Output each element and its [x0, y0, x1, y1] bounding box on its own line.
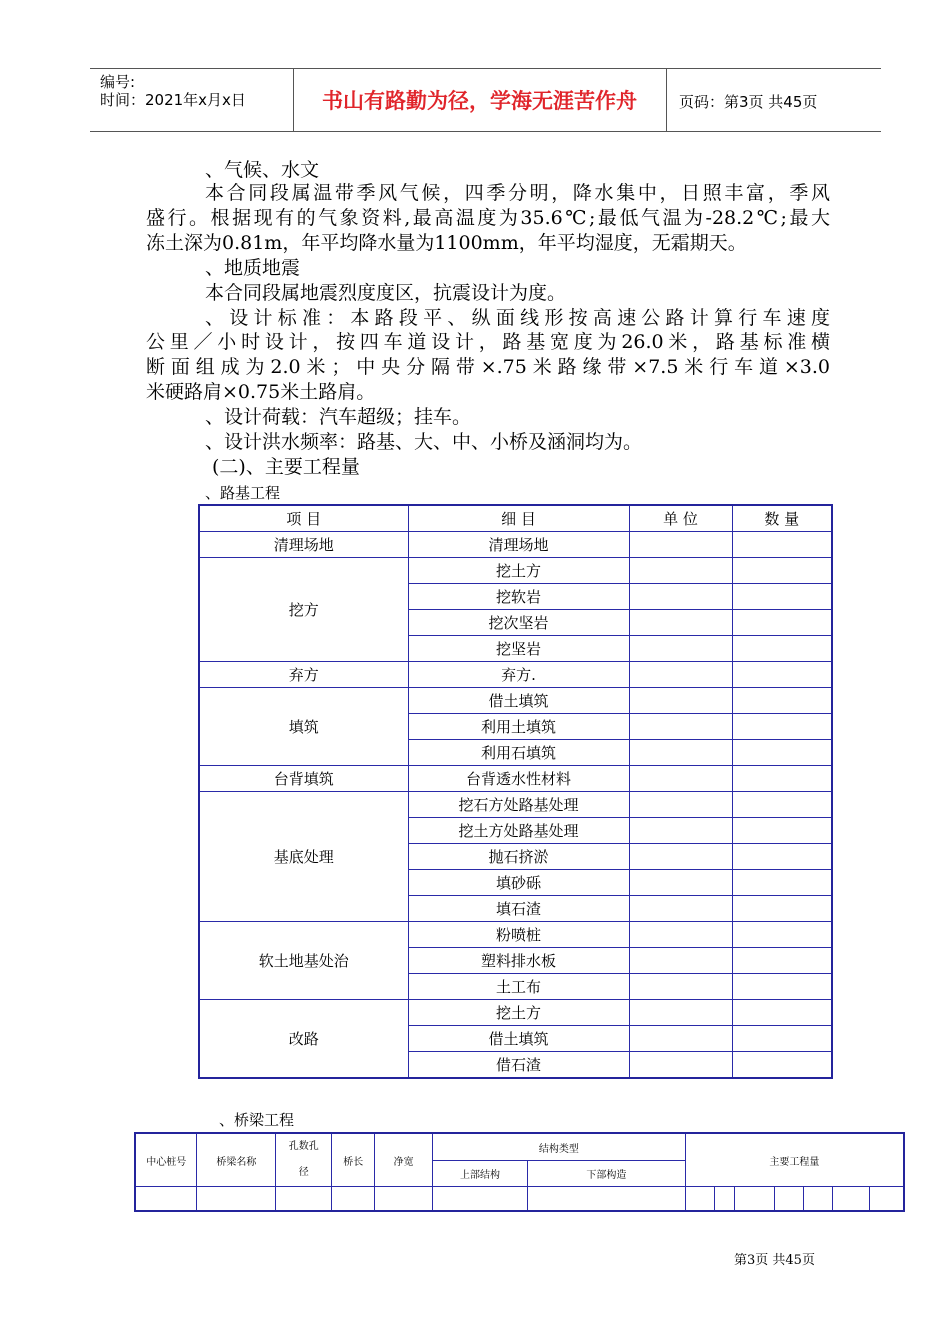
header-quantity: 数 量 [732, 505, 832, 532]
road-detail-cell: 利用土填筑 [408, 714, 629, 740]
road-item-cell: 弃方 [199, 662, 408, 688]
road-unit-cell [629, 792, 732, 818]
quantities-header: 主要工程量 [685, 1133, 904, 1187]
road-item-cell: 基底处理 [199, 792, 408, 922]
road-unit-cell [629, 558, 732, 584]
road-quantity-cell [732, 636, 832, 662]
road-detail-cell: 塑料排水板 [408, 948, 629, 974]
road-quantity-cell [732, 1026, 832, 1052]
road-quantity-cell [732, 870, 832, 896]
section-2-heading: (二)、主要工程量 [212, 456, 360, 478]
bridge-cell [433, 1187, 528, 1211]
road-quantity-cell [732, 584, 832, 610]
climate-paragraph-line-1: 本合同段属温带季风气候，四季分明，降水集中，日照丰富，季风 [205, 182, 830, 204]
climate-paragraph-line-2: 盛行。根据现有的气象资料,最高温度为35.6℃;最低气温为-28.2℃;最大 [146, 207, 830, 229]
road-works-caption: 、路基工程 [205, 484, 281, 502]
road-unit-cell [629, 1026, 732, 1052]
road-unit-cell [629, 584, 732, 610]
road-quantity-cell [732, 1000, 832, 1026]
road-detail-cell: 填石渣 [408, 896, 629, 922]
road-unit-cell [629, 922, 732, 948]
road-quantity-cell [732, 948, 832, 974]
structure-type-header: 结构类型 [433, 1133, 686, 1161]
road-unit-cell [629, 818, 732, 844]
page-header [90, 68, 881, 132]
bridge-cell [135, 1187, 197, 1211]
road-quantity-cell [732, 896, 832, 922]
span-header-line-1: 孔数孔 [288, 1141, 319, 1152]
header-motto: 书山有路勤为径，学海无涯苦作舟 [322, 89, 637, 113]
road-detail-cell: 挖坚岩 [408, 636, 629, 662]
design-load: 、设计荷载：汽车超级；挂车。 [205, 406, 472, 428]
road-detail-cell: 清理场地 [408, 532, 629, 558]
road-works-table [198, 504, 833, 1079]
road-quantity-cell [732, 792, 832, 818]
road-quantity-cell [732, 844, 832, 870]
road-unit-cell [629, 1000, 732, 1026]
road-quantity-cell [732, 558, 832, 584]
road-table-row [199, 558, 832, 584]
road-detail-cell: 土工布 [408, 974, 629, 1000]
road-table-row [199, 792, 832, 818]
header-page-label: 页码：第3页 共45页 [679, 93, 818, 111]
road-unit-cell [629, 948, 732, 974]
bridge-works-caption: 、桥梁工程 [219, 1111, 295, 1129]
road-table-row [199, 688, 832, 714]
design-flood: 、设计洪水频率：路基、大、中、小桥及涵洞均为。 [205, 431, 643, 453]
road-unit-cell [629, 896, 732, 922]
header-motto-cell [293, 69, 667, 131]
standard-line-1: 、设计标准：本路段平、纵面线形按高速公路计算行车速度 [205, 307, 830, 329]
span-header [276, 1133, 332, 1187]
bridge-header-row-1 [135, 1133, 904, 1161]
bridge-length-header: 桥长 [332, 1133, 375, 1187]
standard-line-4: 米硬路肩×0.75米土路肩。 [146, 381, 376, 403]
road-unit-cell [629, 1052, 732, 1079]
road-table-row [199, 766, 832, 792]
header-meta-cell [90, 69, 294, 131]
road-unit-cell [629, 974, 732, 1000]
climate-paragraph-line-3: 冻土深为0.81m，年平均降水量为1100mm，年平均湿度，无霜期天。 [146, 232, 747, 254]
bridge-cell [734, 1187, 774, 1211]
road-unit-cell [629, 766, 732, 792]
road-table-row [199, 662, 832, 688]
road-item-cell: 填筑 [199, 688, 408, 766]
road-item-cell: 改路 [199, 1000, 408, 1079]
bridge-quantity-subrow [135, 1187, 904, 1211]
road-detail-cell: 挖次坚岩 [408, 610, 629, 636]
road-unit-cell [629, 636, 732, 662]
road-detail-cell: 填砂砾 [408, 870, 629, 896]
span-header-line-2: 径 [298, 1167, 309, 1178]
road-quantity-cell [732, 610, 832, 636]
clear-width-header: 净宽 [375, 1133, 433, 1187]
geology-paragraph: 本合同段属地震烈度度区，抗震设计为度。 [205, 282, 567, 304]
bridge-cell [870, 1187, 904, 1211]
road-table-body [199, 505, 832, 1078]
road-quantity-cell [732, 532, 832, 558]
road-unit-cell [629, 610, 732, 636]
bridge-cell [774, 1187, 803, 1211]
bridge-cell [803, 1187, 832, 1211]
bridge-cell [197, 1187, 276, 1211]
road-unit-cell [629, 662, 732, 688]
bridge-works-table [134, 1132, 905, 1212]
road-unit-cell [629, 870, 732, 896]
road-quantity-cell [732, 714, 832, 740]
road-quantity-cell [732, 974, 832, 1000]
doc-time-label: 时间：2021年x月x日 [100, 91, 246, 109]
road-detail-cell: 借石渣 [408, 1052, 629, 1079]
bridge-cell [685, 1187, 714, 1211]
road-quantity-cell [732, 818, 832, 844]
road-detail-cell: 挖石方处路基处理 [408, 792, 629, 818]
road-detail-cell: 台背透水性材料 [408, 766, 629, 792]
road-item-cell: 台背填筑 [199, 766, 408, 792]
road-detail-cell: 借土填筑 [408, 1026, 629, 1052]
road-item-cell: 清理场地 [199, 532, 408, 558]
road-unit-cell [629, 688, 732, 714]
bridge-name-header: 桥梁名称 [197, 1133, 276, 1187]
header-unit: 单 位 [629, 505, 732, 532]
road-detail-cell: 挖土方 [408, 558, 629, 584]
bridge-cell [276, 1187, 332, 1211]
road-unit-cell [629, 714, 732, 740]
road-quantity-cell [732, 922, 832, 948]
header-page-cell [667, 69, 881, 131]
road-quantity-cell [732, 662, 832, 688]
road-quantity-cell [732, 688, 832, 714]
road-detail-cell: 抛石挤淤 [408, 844, 629, 870]
bridge-cell [375, 1187, 433, 1211]
lower-structure-header: 下部构造 [527, 1161, 685, 1187]
road-unit-cell [629, 844, 732, 870]
standard-line-2: 公里／小时设计，按四车道设计，路基宽度为26.0米，路基标准横 [146, 331, 830, 353]
bridge-cell [714, 1187, 734, 1211]
doc-number-label: 编号: [100, 73, 136, 91]
road-item-cell: 挖方 [199, 558, 408, 662]
header-detail: 细 目 [408, 505, 629, 532]
road-table-row [199, 1000, 832, 1026]
road-detail-cell: 弃方. [408, 662, 629, 688]
road-unit-cell [629, 740, 732, 766]
road-detail-cell: 利用石填筑 [408, 740, 629, 766]
geology-heading: 、地质地震 [205, 257, 301, 279]
road-detail-cell: 挖软岩 [408, 584, 629, 610]
road-detail-cell: 借土填筑 [408, 688, 629, 714]
bridge-cell [332, 1187, 375, 1211]
road-quantity-cell [732, 740, 832, 766]
header-item: 项 目 [199, 505, 408, 532]
road-item-cell: 软土地基处治 [199, 922, 408, 1000]
page-footer: 第3页 共45页 [734, 1253, 815, 1268]
road-table-row [199, 532, 832, 558]
bridge-cell [832, 1187, 870, 1211]
road-detail-cell: 挖土方处路基处理 [408, 818, 629, 844]
center-pile-header: 中心桩号 [135, 1133, 197, 1187]
road-detail-cell: 粉喷桩 [408, 922, 629, 948]
bridge-cell [527, 1187, 685, 1211]
road-unit-cell [629, 532, 732, 558]
standard-line-3: 断面组成为2.0米；中央分隔带×.75米路缘带×7.5米行车道×3.0 [146, 356, 830, 378]
road-detail-cell: 挖土方 [408, 1000, 629, 1026]
road-quantity-cell [732, 766, 832, 792]
road-table-header-row [199, 505, 832, 532]
road-quantity-cell [732, 1052, 832, 1079]
upper-structure-header: 上部结构 [433, 1161, 528, 1187]
climate-heading: 、气候、水文 [205, 159, 320, 181]
road-table-row [199, 922, 832, 948]
